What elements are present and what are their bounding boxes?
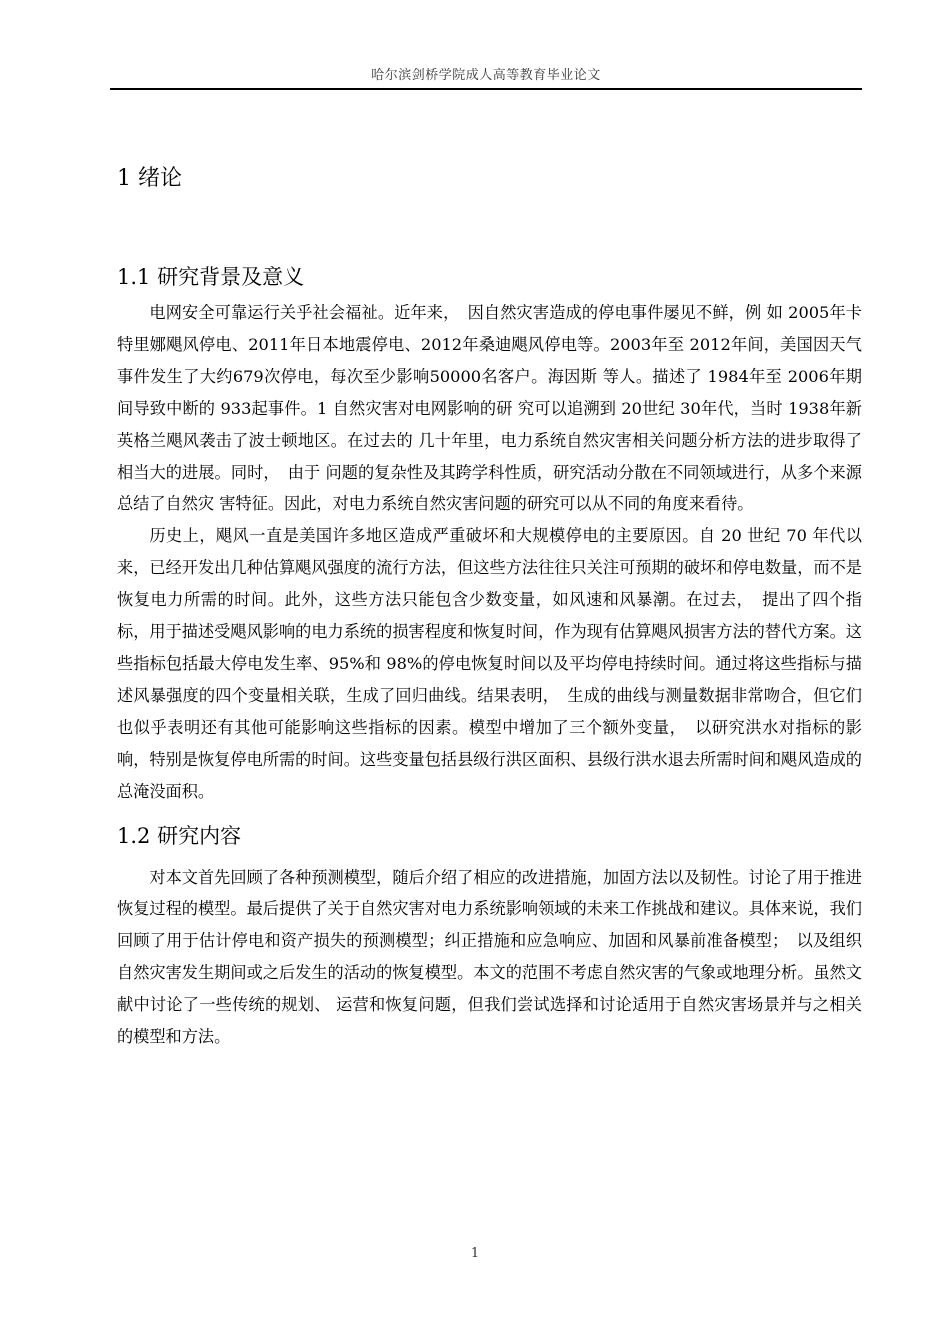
- paragraph: 电网安全可靠运行关乎社会福祉。近年来， 因自然灾害造成的停电事件屡见不鲜，例 如 2005年卡特里娜飓风停电、2011年日本地震停电、2012年桑迪飓风停电等。2003年至 2012年间，美国因天气事件发生了大约679次停电，每次至少影响50000名客户。海因斯 等人。描述了 1984年至 2006年期间导致中断的 933起事件。1 自然灾害对电网影响的研 究可以追溯到 20世纪 30年代，当时 1938年新英格兰飓风袭击了波士顿地区。在过去的 几十年里，电力系统自然灾害相关问题分析方法的进步取得了相当大的进展。同时， 由于 问题的复杂性及其跨学科性质，研究活动分散在不同领域进行，从多个来源总结了自然灾 害特征。因此，对电力系统自然灾害问题的研究可以从不同的角度来看待。: [117, 303, 862, 514]
- document-body: [117, 157, 862, 1053]
- section-title-1-1: 1.1 研究背景及意义: [117, 265, 305, 289]
- header-divider: [110, 88, 862, 90]
- section-title-1-2: 1.2 研究内容: [117, 823, 242, 848]
- page-header: 哈尔滨剑桥学院成人高等教育毕业论文: [371, 68, 601, 83]
- paragraph: 历史上，飓风一直是美国许多地区造成严重破坏和大规模停电的主要原因。自 20 世纪 70 年代以来，已经开发出几种估算飓风强度的流行方法，但这些方法往往只关注可预期的破坏和停电数量，而不是恢复电力所需的时间。此外，这些方法只能包含少数变量，如风速和风暴潮。在过去， 提出了四个指标，用于描述受飓风影响的电力系统的损害程度和恢复时间，作为现有估算飓风损害方法的替代方案。这些指标包括最大停电发生率、95%和 98%的停电恢复时间以及平均停电持续时间。通过将这些指标与描述风暴强度的四个变量相关联，生成了回归曲线。结果表明， 生成的曲线与测量数据非常吻合，但它们也似乎表明还有其他可能影响这些指标的因素。模型中增加了三个额外变量， 以研究洪水对指标的影响，特别是恢复停电所需的时间。这些变量包括县级行洪区面积、县级行洪水退去所需时间和飓风造成的总淹没面积。: [117, 526, 862, 801]
- chapter-title: 1 绪论: [117, 166, 182, 191]
- paragraph: 对本文首先回顾了各种预测模型，随后介绍了相应的改进措施，加固方法以及韧性。讨论了用于推进恢复过程的模型。最后提供了关于自然灾害对电力系统影响领域的未来工作挑战和建议。具体来说，我们回顾了用于估计停电和资产损失的预测模型；纠正措施和应急响应、加固和风暴前准备模型； 以及组织自然灾害发生期间或之后发生的活动的恢复模型。本文的范围不考虑自然灾害的气象或地理分析。虽然文献中讨论了一些传统的规划、 运营和恢复问题，但我们尝试选择和讨论适用于自然灾害场景并与之相关的模型和方法。: [117, 867, 862, 1047]
- page-number: 1: [470, 1246, 480, 1261]
